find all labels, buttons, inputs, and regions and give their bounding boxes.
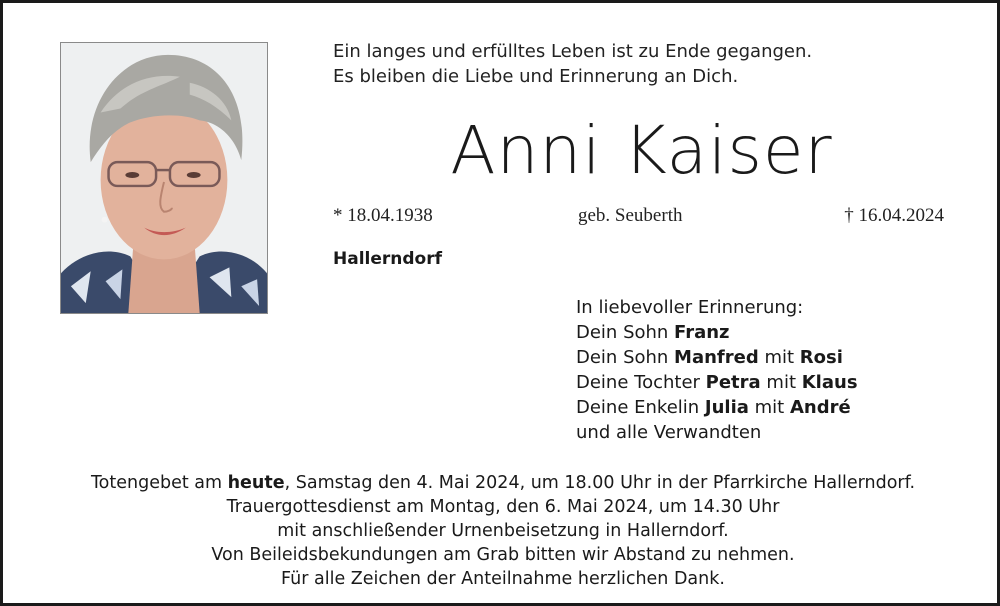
relation-label: Dein Sohn: [576, 347, 675, 368]
mourner-name: Manfred: [674, 347, 759, 368]
service-line: mit anschließender Urnenbeisetzung in Hallerndorf.: [277, 521, 729, 541]
mourner-name: Petra: [705, 372, 761, 393]
joiner-text: mit: [748, 397, 790, 418]
joiner-text: mit: [758, 347, 800, 368]
partner-name: Klaus: [801, 372, 858, 393]
service-line: Trauergottesdienst am Montag, den 6. Mai 2024, um 14.30 Uhr: [226, 497, 780, 517]
service-line: [3, 471, 1000, 495]
mourner-line: [576, 370, 858, 395]
birth-date: * 18.04.1938: [333, 205, 433, 226]
mourners-intro: In liebevoller Erinnerung:: [576, 297, 804, 318]
relation-label: Dein Sohn: [576, 322, 675, 343]
service-text: Totengebet am: [90, 473, 228, 493]
service-day-emphasis: heute: [227, 473, 285, 493]
motto-line: Ein langes und erfülltes Leben ist zu Ende gegangen.: [333, 41, 813, 62]
service-text: , Samstag den 4. Mai 2024, um 18.00 Uhr in der Pfarrkirche Hallerndorf.: [284, 473, 916, 493]
maiden-name: geb. Seuberth: [578, 205, 683, 226]
mourners-list: [576, 295, 858, 445]
joiner-text: mit: [760, 372, 802, 393]
mourner-line: [576, 395, 858, 420]
service-line: Von Beileidsbekundungen am Grab bitten wir Abstand zu nehmen.: [211, 545, 795, 565]
deceased-name: Anni Kaiser: [450, 112, 833, 189]
mourners-closing: und alle Verwandten: [576, 422, 762, 443]
partner-name: Rosi: [799, 347, 843, 368]
motto-line: Es bleiben die Liebe und Erinnerung an Dich.: [333, 66, 739, 87]
relation-label: Deine Tochter: [576, 372, 706, 393]
partner-name: André: [789, 397, 851, 418]
death-date: † 16.04.2024: [844, 205, 944, 226]
service-line: Für alle Zeichen der Anteilnahme herzlichen Dank.: [281, 569, 725, 589]
mourner-line: [576, 320, 858, 345]
memorial-motto: [333, 39, 812, 89]
portrait-photo: [60, 42, 268, 314]
mourner-name: Julia: [704, 397, 749, 418]
mourner-line: [576, 345, 858, 370]
relation-label: Deine Enkelin: [576, 397, 705, 418]
place-of-residence: Hallerndorf: [333, 249, 442, 269]
mourner-name: Franz: [674, 322, 730, 343]
service-details: [3, 471, 1000, 591]
